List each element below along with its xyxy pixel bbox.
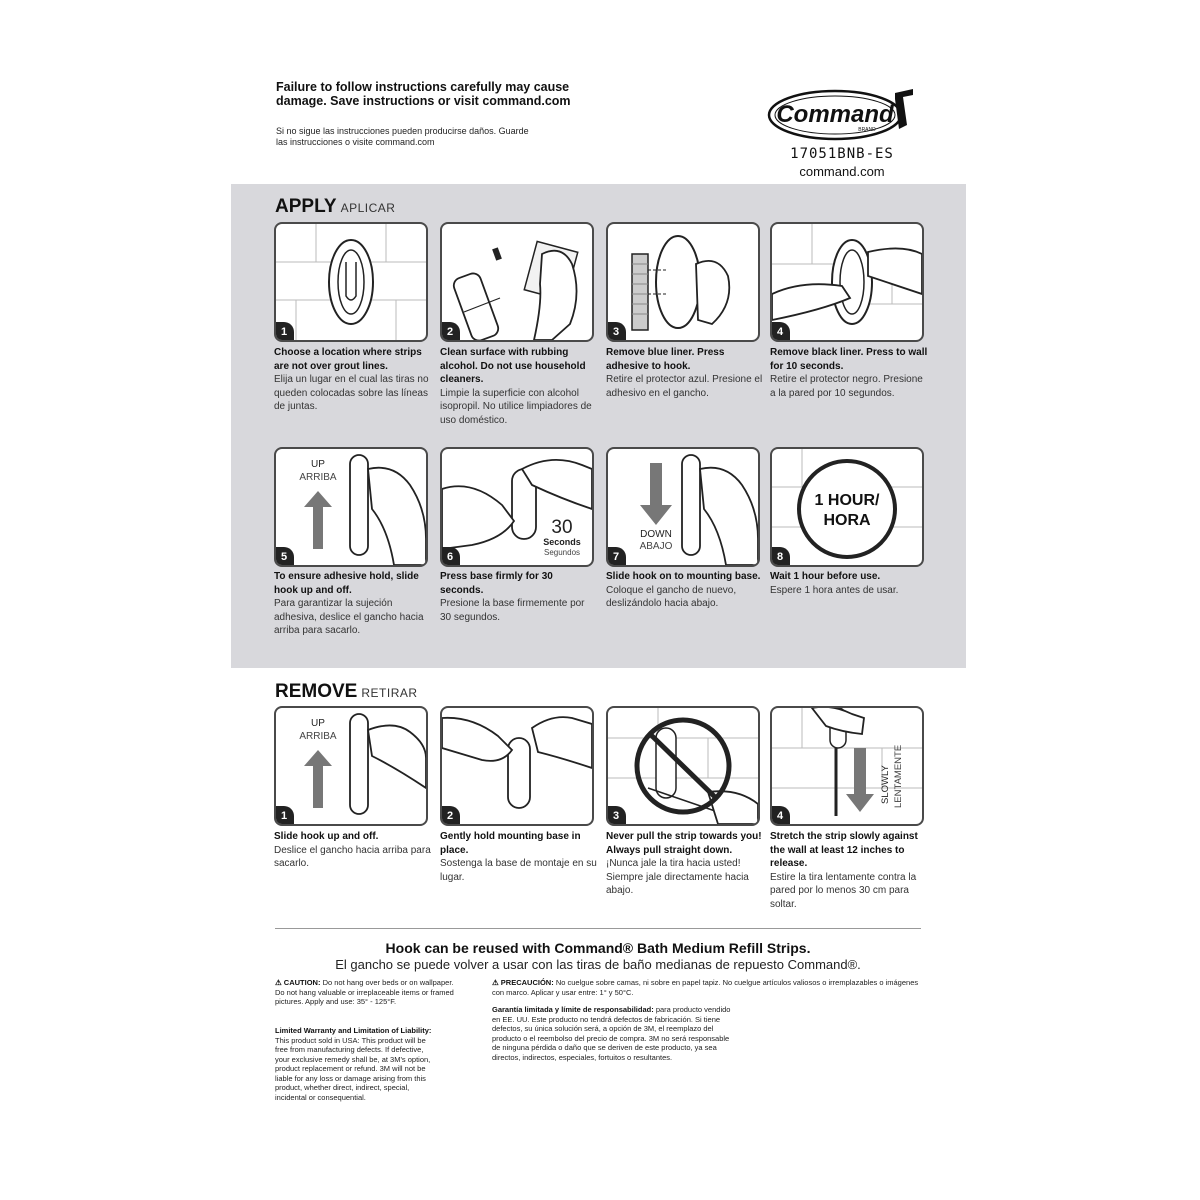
remove-step-3-illustration: [606, 706, 760, 826]
apply-step-6-illustration: [440, 447, 594, 567]
down-arrow-icon: [846, 748, 874, 812]
step-number: 5: [274, 547, 294, 567]
step-number: 6: [440, 547, 460, 567]
warning-text-en: Failure to follow instructions carefully may cause damage. Save instructions or visit command.com: [276, 80, 571, 108]
caution-block: ⚠ CAUTION: Do not hang over beds or on wallpaper. Do not hang valuable or irreplaceable items or framed pictures. Apply and use: 35° - 125°F.: [275, 978, 454, 1006]
step-number: 1: [274, 806, 294, 826]
step-number: 1: [274, 322, 294, 342]
abajo-label: ABAJO: [639, 541, 673, 552]
remove-step-1-caption: Slide hook up and off. Deslice el gancho hacia arriba para sacarlo.: [274, 831, 431, 869]
apply-step-3-caption: Remove blue liner. Press adhesive to hook. Retire el protector azul. Presione el adhesivo en el gancho.: [606, 347, 763, 399]
garantia-block: Garantía limitada y límite de responsabilidad: para producto vendido en EE. UU. Este producto no tendrá defectos de fabricación. Si tiene defectos, su única solución será, a opción de 3M, el reemplazo del producto o el reembolso del precio de compra. 3M no será responsable de ninguna pérdida o daño que se deriven de este producto, ya sea directos, indirectos, especiales, fortuitos o resultantes.: [492, 1005, 731, 1062]
remove-step-2-illustration: [440, 706, 594, 826]
apply-step-2-illustration: [440, 222, 594, 342]
warning-text-es: Si no sigue las instrucciones pueden producirse daños. Guarde las instrucciones o visite command.com: [276, 126, 529, 147]
arriba-label: ARRIBA: [299, 731, 337, 742]
warranty-block: Limited Warranty and Limitation of Liability: This product sold in USA: This product will be free from manufacturing defects. If defective, your exclusive remedy shall be, at 3M's option, product replacement or refund. 3M will not be liable for any loss or damage arising from this product, whether direct, indirect, special, incidental or consequential.: [275, 1026, 432, 1102]
apply-step-1-caption: Choose a location where strips are not over grout lines. Elija un lugar en el cual las tiras no queden colocadas sobre las líneas de juntas.: [274, 347, 429, 412]
step-number: 3: [606, 322, 626, 342]
apply-step-3-illustration: [606, 222, 760, 342]
slowly-label: SLOWLY: [880, 765, 891, 804]
apply-step-4-caption: Remove black liner. Press to wall for 10 seconds. Retire el protector negro. Presione a la pared por 10 segundos.: [770, 347, 928, 399]
remove-step-2-caption: Gently hold mounting base in place. Sostenga la base de montaje en su lugar.: [440, 831, 597, 883]
website-text: command.com: [799, 164, 885, 179]
divider: [275, 928, 921, 929]
apply-step-7-illustration: [606, 447, 760, 567]
up-label: UP: [311, 459, 325, 470]
step-number: 4: [770, 322, 790, 342]
precaucion-block: ⚠ PRECAUCIÓN: No cuelgue sobre camas, ni sobre en papel tapiz. No cuelgue artículos valiosos o irremplazables o imágenes con marco. Aplicar y usar entre: 1° y 50°C.: [492, 978, 919, 997]
up-label: UP: [311, 718, 325, 729]
apply-heading: APPLY APLICAR: [275, 196, 396, 217]
step-number: 4: [770, 806, 790, 826]
up-arrow-icon: [304, 491, 332, 549]
step-number: 3: [606, 806, 626, 826]
remove-step-4-caption: Stretch the strip slowly against the wall at least 12 inches to release. Estire la tira lentamente contra la pared por lo menos 30 cm para soltar.: [770, 831, 918, 910]
hour-label-line-2: HORA: [823, 512, 871, 529]
apply-step-2-caption: Clean surface with rubbing alcohol. Do not use household cleaners. Limpie la superficie con alcohol isopropil. No utilice limpiadores de uso doméstico.: [440, 347, 592, 426]
seconds-label: Seconds: [543, 537, 581, 547]
command-logo: [767, 85, 917, 141]
apply-step-1-illustration: [274, 222, 428, 342]
apply-step-7-caption: Slide hook on to mounting base. Coloque el gancho de nuevo, deslizándolo hacia abajo.: [606, 571, 761, 609]
segundos-label: Segundos: [543, 548, 581, 557]
lentamente-label: LENTAMENTE: [893, 744, 904, 808]
step-number: 2: [440, 322, 460, 342]
remove-step-3-caption: Never pull the strip towards you! Always pull straight down. ¡Nunca jale la tira hacia usted! Siempre jale directamente hacia abajo.: [606, 831, 762, 896]
apply-step-5-illustration: [274, 447, 428, 567]
logo-wordmark: Command: [776, 101, 894, 128]
remove-step-1-illustration: [274, 706, 428, 826]
step-number: 7: [606, 547, 626, 567]
reuse-note-es: El gancho se puede volver a usar con las tiras de baño medianas de repuesto Command®.: [335, 957, 861, 972]
step-number: 2: [440, 806, 460, 826]
arriba-label: ARRIBA: [299, 472, 337, 483]
apply-step-5-caption: To ensure adhesive hold, slide hook up and off. Para garantizar la sujeción adhesiva, deslice el gancho hacia arriba para sacarlo.: [274, 571, 424, 636]
apply-step-8-caption: Wait 1 hour before use. Espere 1 hora antes de usar.: [770, 571, 899, 596]
step-number: 8: [770, 547, 790, 567]
remove-step-4-illustration: [770, 706, 924, 826]
seconds-number: 30: [551, 517, 573, 538]
remove-heading: REMOVE RETIRAR: [275, 681, 418, 702]
apply-step-6-caption: Press base firmly for 30 seconds. Presione la base firmemente por 30 segundos.: [440, 571, 585, 623]
apply-step-8-illustration: [770, 447, 924, 567]
down-label: DOWN: [640, 529, 672, 540]
clock-icon: [799, 461, 895, 557]
reuse-note-en: Hook can be reused with Command® Bath Medium Refill Strips.: [385, 940, 811, 956]
down-arrow-icon: [640, 463, 672, 525]
hour-label-line-1: 1 HOUR/: [814, 492, 880, 509]
up-arrow-icon: [304, 750, 332, 808]
logo-brand-text: BRAND: [858, 127, 876, 133]
apply-step-4-illustration: [770, 222, 924, 342]
product-code: 17051BNB-ES: [790, 146, 894, 162]
